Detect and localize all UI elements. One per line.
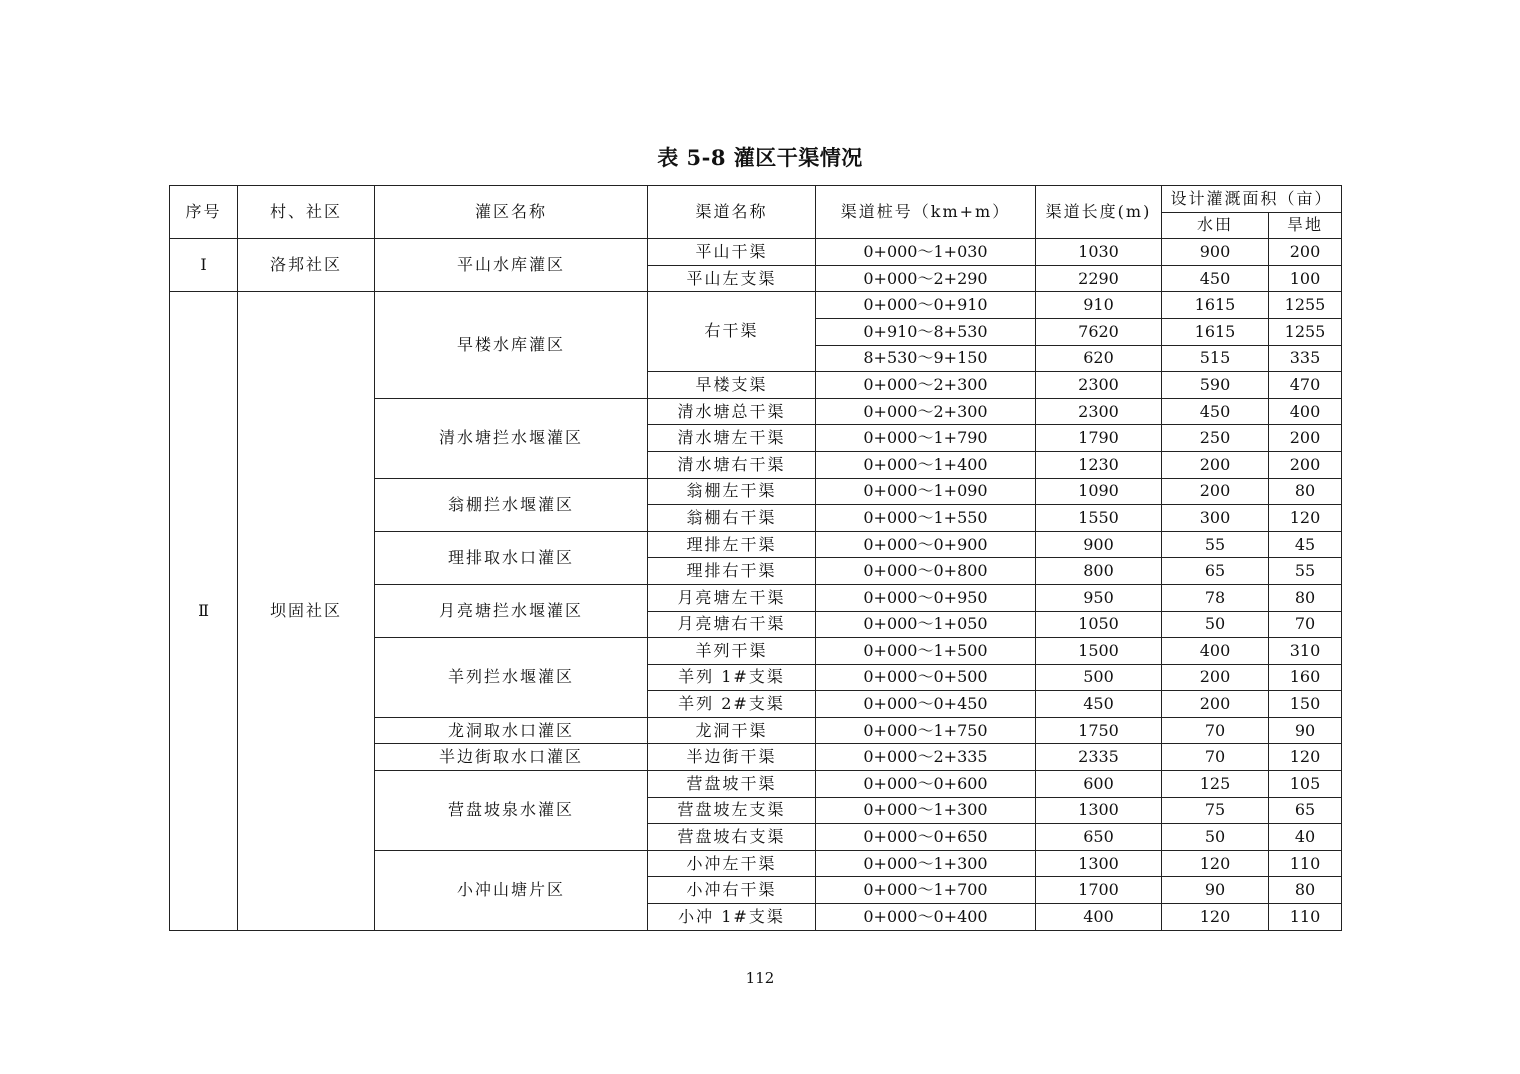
paddy-cell: 900 bbox=[1162, 239, 1269, 266]
canal-cell: 营盘坡右支渠 bbox=[648, 824, 816, 851]
paddy-cell: 590 bbox=[1162, 372, 1269, 399]
canal-table bbox=[169, 185, 1342, 931]
dry-cell: 200 bbox=[1269, 425, 1342, 452]
dry-cell: 400 bbox=[1269, 398, 1342, 425]
district-cell: 翁棚拦水堰灌区 bbox=[375, 478, 648, 531]
district-cell: 半边街取水口灌区 bbox=[375, 744, 648, 771]
dry-cell: 100 bbox=[1269, 265, 1342, 292]
length-cell: 450 bbox=[1036, 691, 1162, 718]
canal-cell: 月亮塘左干渠 bbox=[648, 584, 816, 611]
seq-cell: Ⅰ bbox=[170, 239, 238, 292]
station-cell: 0+000～2+300 bbox=[816, 372, 1036, 399]
header-row bbox=[170, 186, 1342, 213]
canal-cell: 清水塘左干渠 bbox=[648, 425, 816, 452]
length-cell: 1300 bbox=[1036, 797, 1162, 824]
length-cell: 1050 bbox=[1036, 611, 1162, 638]
header-canal: 渠道名称 bbox=[648, 186, 816, 239]
paddy-cell: 400 bbox=[1162, 638, 1269, 665]
length-cell: 950 bbox=[1036, 584, 1162, 611]
table-title: 表 5-8 灌区干渠情况 bbox=[657, 145, 863, 170]
canal-cell: 羊列 2#支渠 bbox=[648, 691, 816, 718]
header-length: 渠道长度(m) bbox=[1036, 186, 1162, 239]
canal-cell: 小冲左干渠 bbox=[648, 850, 816, 877]
canal-cell: 羊列干渠 bbox=[648, 638, 816, 665]
canal-cell: 平山左支渠 bbox=[648, 265, 816, 292]
paddy-cell: 120 bbox=[1162, 850, 1269, 877]
dry-cell: 150 bbox=[1269, 691, 1342, 718]
dry-cell: 110 bbox=[1269, 850, 1342, 877]
dry-cell: 65 bbox=[1269, 797, 1342, 824]
station-cell: 0+000～0+950 bbox=[816, 584, 1036, 611]
length-cell: 1090 bbox=[1036, 478, 1162, 505]
length-cell: 620 bbox=[1036, 345, 1162, 372]
paddy-cell: 450 bbox=[1162, 398, 1269, 425]
paddy-cell: 50 bbox=[1162, 824, 1269, 851]
village-cell: 坝固社区 bbox=[238, 292, 375, 930]
canal-cell: 营盘坡左支渠 bbox=[648, 797, 816, 824]
district-cell: 清水塘拦水堰灌区 bbox=[375, 398, 648, 478]
canal-cell: 理排右干渠 bbox=[648, 558, 816, 585]
canal-cell: 翁棚左干渠 bbox=[648, 478, 816, 505]
header-area: 设计灌溉面积（亩） bbox=[1162, 186, 1342, 213]
length-cell: 1750 bbox=[1036, 717, 1162, 744]
paddy-cell: 200 bbox=[1162, 478, 1269, 505]
paddy-cell: 515 bbox=[1162, 345, 1269, 372]
paddy-cell: 90 bbox=[1162, 877, 1269, 904]
length-cell: 1500 bbox=[1036, 638, 1162, 665]
paddy-cell: 70 bbox=[1162, 717, 1269, 744]
seq-cell: Ⅱ bbox=[170, 292, 238, 930]
header-paddy: 水田 bbox=[1162, 212, 1269, 239]
table-row bbox=[170, 239, 1342, 266]
station-cell: 0+910～8+530 bbox=[816, 318, 1036, 345]
length-cell: 900 bbox=[1036, 531, 1162, 558]
canal-cell: 小冲 1#支渠 bbox=[648, 904, 816, 931]
dry-cell: 90 bbox=[1269, 717, 1342, 744]
canal-cell: 早楼支渠 bbox=[648, 372, 816, 399]
canal-cell: 羊列 1#支渠 bbox=[648, 664, 816, 691]
paddy-cell: 200 bbox=[1162, 691, 1269, 718]
paddy-cell: 78 bbox=[1162, 584, 1269, 611]
length-cell: 500 bbox=[1036, 664, 1162, 691]
canal-cell: 小冲右干渠 bbox=[648, 877, 816, 904]
station-cell: 0+000～1+090 bbox=[816, 478, 1036, 505]
station-cell: 0+000～1+700 bbox=[816, 877, 1036, 904]
dry-cell: 200 bbox=[1269, 239, 1342, 266]
station-cell: 0+000～1+300 bbox=[816, 797, 1036, 824]
canal-cell: 右干渠 bbox=[648, 292, 816, 372]
header-seq: 序号 bbox=[170, 186, 238, 239]
dry-cell: 110 bbox=[1269, 904, 1342, 931]
village-cell: 洛邦社区 bbox=[238, 239, 375, 292]
length-cell: 1300 bbox=[1036, 850, 1162, 877]
district-cell: 龙洞取水口灌区 bbox=[375, 717, 648, 744]
station-cell: 0+000～1+300 bbox=[816, 850, 1036, 877]
canal-cell: 营盘坡干渠 bbox=[648, 771, 816, 798]
dry-cell: 310 bbox=[1269, 638, 1342, 665]
district-cell: 月亮塘拦水堰灌区 bbox=[375, 584, 648, 637]
dry-cell: 45 bbox=[1269, 531, 1342, 558]
header-district: 灌区名称 bbox=[375, 186, 648, 239]
dry-cell: 105 bbox=[1269, 771, 1342, 798]
station-cell: 0+000～0+600 bbox=[816, 771, 1036, 798]
station-cell: 0+000～0+900 bbox=[816, 531, 1036, 558]
dry-cell: 80 bbox=[1269, 877, 1342, 904]
station-cell: 0+000～0+800 bbox=[816, 558, 1036, 585]
length-cell: 7620 bbox=[1036, 318, 1162, 345]
paddy-cell: 75 bbox=[1162, 797, 1269, 824]
station-cell: 0+000～1+550 bbox=[816, 505, 1036, 532]
length-cell: 600 bbox=[1036, 771, 1162, 798]
dry-cell: 40 bbox=[1269, 824, 1342, 851]
header-dry: 旱地 bbox=[1269, 212, 1342, 239]
paddy-cell: 1615 bbox=[1162, 318, 1269, 345]
dry-cell: 80 bbox=[1269, 584, 1342, 611]
canal-cell: 半边街干渠 bbox=[648, 744, 816, 771]
station-cell: 0+000～1+750 bbox=[816, 717, 1036, 744]
length-cell: 910 bbox=[1036, 292, 1162, 319]
dry-cell: 120 bbox=[1269, 505, 1342, 532]
header-village: 村、社区 bbox=[238, 186, 375, 239]
dry-cell: 470 bbox=[1269, 372, 1342, 399]
station-cell: 0+000～1+790 bbox=[816, 425, 1036, 452]
station-cell: 0+000～2+335 bbox=[816, 744, 1036, 771]
dry-cell: 120 bbox=[1269, 744, 1342, 771]
paddy-cell: 300 bbox=[1162, 505, 1269, 532]
length-cell: 2300 bbox=[1036, 372, 1162, 399]
district-cell: 羊列拦水堰灌区 bbox=[375, 638, 648, 718]
paddy-cell: 50 bbox=[1162, 611, 1269, 638]
paddy-cell: 1615 bbox=[1162, 292, 1269, 319]
station-cell: 0+000～1+500 bbox=[816, 638, 1036, 665]
district-cell: 平山水库灌区 bbox=[375, 239, 648, 292]
station-cell: 8+530～9+150 bbox=[816, 345, 1036, 372]
length-cell: 2300 bbox=[1036, 398, 1162, 425]
header-station: 渠道桩号（km+m） bbox=[816, 186, 1036, 239]
length-cell: 1230 bbox=[1036, 451, 1162, 478]
district-cell: 营盘坡泉水灌区 bbox=[375, 771, 648, 851]
district-cell: 小冲山塘片区 bbox=[375, 850, 648, 930]
length-cell: 800 bbox=[1036, 558, 1162, 585]
station-cell: 0+000～1+030 bbox=[816, 239, 1036, 266]
length-cell: 1030 bbox=[1036, 239, 1162, 266]
paddy-cell: 55 bbox=[1162, 531, 1269, 558]
station-cell: 0+000～0+650 bbox=[816, 824, 1036, 851]
length-cell: 2335 bbox=[1036, 744, 1162, 771]
dry-cell: 200 bbox=[1269, 451, 1342, 478]
station-cell: 0+000～0+500 bbox=[816, 664, 1036, 691]
canal-cell: 清水塘右干渠 bbox=[648, 451, 816, 478]
canal-cell: 月亮塘右干渠 bbox=[648, 611, 816, 638]
station-cell: 0+000～2+290 bbox=[816, 265, 1036, 292]
length-cell: 400 bbox=[1036, 904, 1162, 931]
page-number: 112 bbox=[745, 969, 775, 987]
dry-cell: 80 bbox=[1269, 478, 1342, 505]
table-row bbox=[170, 292, 1342, 319]
paddy-cell: 200 bbox=[1162, 664, 1269, 691]
dry-cell: 335 bbox=[1269, 345, 1342, 372]
dry-cell: 1255 bbox=[1269, 292, 1342, 319]
canal-cell: 清水塘总干渠 bbox=[648, 398, 816, 425]
paddy-cell: 250 bbox=[1162, 425, 1269, 452]
dry-cell: 1255 bbox=[1269, 318, 1342, 345]
length-cell: 1700 bbox=[1036, 877, 1162, 904]
station-cell: 0+000～1+050 bbox=[816, 611, 1036, 638]
length-cell: 2290 bbox=[1036, 265, 1162, 292]
canal-cell: 龙洞干渠 bbox=[648, 717, 816, 744]
district-cell: 早楼水库灌区 bbox=[375, 292, 648, 398]
station-cell: 0+000～2+300 bbox=[816, 398, 1036, 425]
length-cell: 1550 bbox=[1036, 505, 1162, 532]
paddy-cell: 70 bbox=[1162, 744, 1269, 771]
length-cell: 1790 bbox=[1036, 425, 1162, 452]
canal-cell: 理排左干渠 bbox=[648, 531, 816, 558]
paddy-cell: 65 bbox=[1162, 558, 1269, 585]
length-cell: 650 bbox=[1036, 824, 1162, 851]
dry-cell: 55 bbox=[1269, 558, 1342, 585]
canal-cell: 平山干渠 bbox=[648, 239, 816, 266]
paddy-cell: 200 bbox=[1162, 451, 1269, 478]
station-cell: 0+000～1+400 bbox=[816, 451, 1036, 478]
district-cell: 理排取水口灌区 bbox=[375, 531, 648, 584]
dry-cell: 70 bbox=[1269, 611, 1342, 638]
paddy-cell: 450 bbox=[1162, 265, 1269, 292]
canal-cell: 翁棚右干渠 bbox=[648, 505, 816, 532]
station-cell: 0+000～0+910 bbox=[816, 292, 1036, 319]
paddy-cell: 125 bbox=[1162, 771, 1269, 798]
paddy-cell: 120 bbox=[1162, 904, 1269, 931]
station-cell: 0+000～0+450 bbox=[816, 691, 1036, 718]
dry-cell: 160 bbox=[1269, 664, 1342, 691]
station-cell: 0+000～0+400 bbox=[816, 904, 1036, 931]
